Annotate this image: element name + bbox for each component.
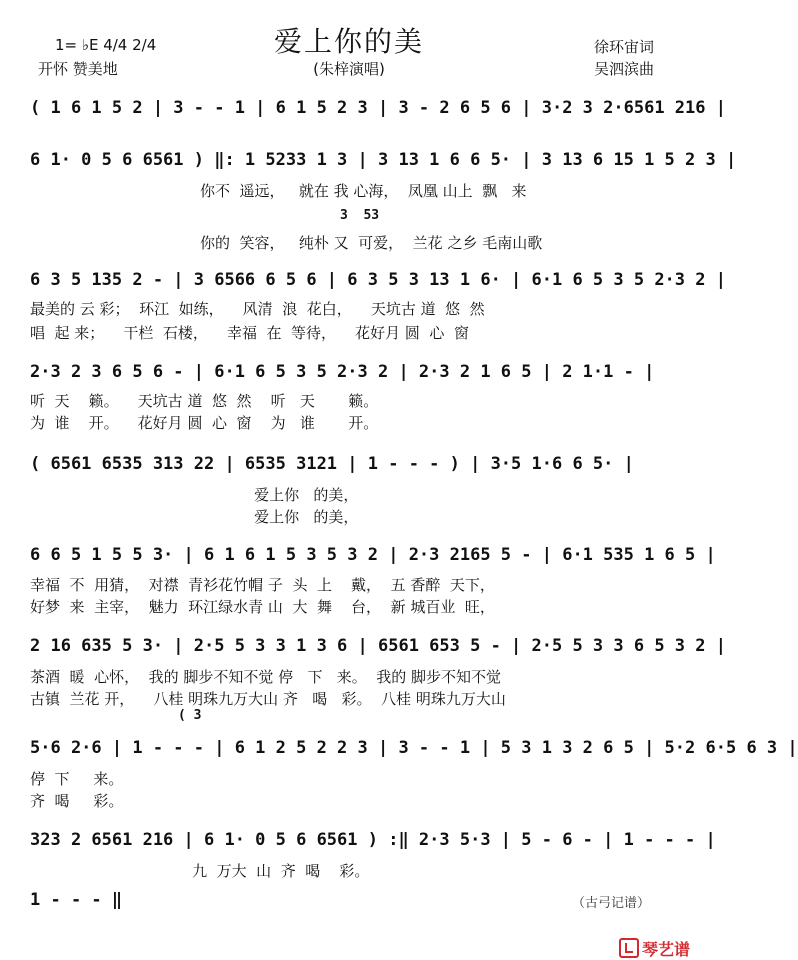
lyric-line-8a: 停 下 来。 [30,770,124,788]
notation-line-10: 1 - - - ‖ [30,890,123,910]
notation-line-2: 6 1· 0 5 6 6561 ) ‖: 1 5233 1 3 | 3 13 1 6 6 5· | 3 13 6 15 1 5 2 3 | [30,150,737,170]
lyric-line-2b: 你的 笑容， 纯朴 又 可爱， 兰花 之乡 毛南山歌 [200,234,543,252]
lyric-line-4a: 听 天 籁。 天坑古 道 悠 然 听 天 籁。 [30,392,379,410]
watermark-text: 琴艺谱 [641,940,690,959]
performance-mood: 开怀 赞美地 [38,60,118,78]
notation-line-1: ( 1 6 1 5 2 | 3 - - 1 | 6 1 5 2 3 | 3 - 2 6 5 6 | 3·2 3 2·6561 216 | [30,98,726,118]
singer-credit: (朱梓演唱) [313,60,385,78]
notation-line-6: 6 6 5 1 5 5 3· | 6 1 6 1 5 3 5 3 2 | 2·3 2165 5 - | 6·1 535 1 6 5 | [30,545,716,565]
key-signature: 1= ♭E 4/4 2/4 [55,36,157,54]
song-title: 爱上你的美 [273,25,424,58]
notation-line-3: 6 3 5 135 2 - | 3 6566 6 5 6 | 6 3 5 3 13 1 6· | 6·1 6 5 3 5 2·3 2 | [30,270,726,290]
lyric-line-5b: 爱上你 的美， [30,508,359,526]
lyric-line-6a: 幸福 不 用猜， 对襟 青衫花竹帽 子 头 上 戴， 五 香醉 天下， [30,576,495,594]
lyric-line-6b: 好梦 来 主宰， 魅力 环江绿水青 山 大 舞 台， 新 城百业 旺， [30,598,495,616]
transcriber-credit: （古弓记谱） [571,896,650,911]
lyric-line-3a: 最美的 云 彩； 环江 如练， 风清 浪 花白， 天坑古 道 悠 然 [30,300,485,318]
lyric-line-7b: 古镇 兰花 开， 八桂 明珠九万大山 齐 喝 彩。 八桂 明珠九万大山 [30,690,506,708]
notation-line-5: ( 6561 6535 313 22 | 6535 3121 | 1 - - - ) | 3·5 1·6 6 5· | [30,454,634,474]
lyric-line-2a: 你不 遥远， 就在 我 心海， 凤凰 山上 飘 来 [200,182,527,200]
lyricist-credit: 徐环宙词 [594,38,655,56]
notation-line-4: 2·3 2 3 6 5 6 - | 6·1 6 5 3 5 2·3 2 | 2·3 2 1 6 5 | 2 1·1 - | [30,362,655,382]
lyric-line-7a: 茶酒 暖 心怀， 我的 脚步不知不觉 停 下 来。 我的 脚步不知不觉 [30,668,502,686]
lyric-line-5a: 爱上你 的美， [30,486,359,504]
notation-line-7: 2 16 635 5 3· | 2·5 5 3 3 1 3 6 | 6561 653 5 - | 2·5 5 3 3 6 5 3 2 | [30,636,726,656]
lyric-line-8b: 齐 喝 彩。 [30,792,124,810]
lyric-line-4b: 为 谁 开。 花好月 圆 心 窗 为 谁 开。 [30,414,379,432]
composer-credit: 吴泗滨曲 [594,60,655,78]
qinyipu-logo-icon [619,938,639,958]
site-watermark [608,918,690,960]
notation-line-8: 5·6 2·6 | 1 - - - | 6 1 2 5 2 2 3 | 3 - - 1 | 5 3 1 3 2 6 5 | 5·2 6·5 6 3 | [30,738,798,758]
lyric-line-3b: 唱 起 来； 干栏 石楼， 幸福 在 等待， 花好月 圆 心 窗 [30,324,469,342]
lyric-line-9a: 九 万大 山 齐 喝 彩。 [30,862,370,880]
alt-notes-7: ( 3 [178,708,202,723]
notation-line-9: 323 2 6561 216 | 6 1· 0 5 6 6561 ) :‖ 2·3 5·3 | 5 - 6 - | 1 - - - | [30,830,716,850]
alt-notes-2: 3 53 [340,208,380,223]
